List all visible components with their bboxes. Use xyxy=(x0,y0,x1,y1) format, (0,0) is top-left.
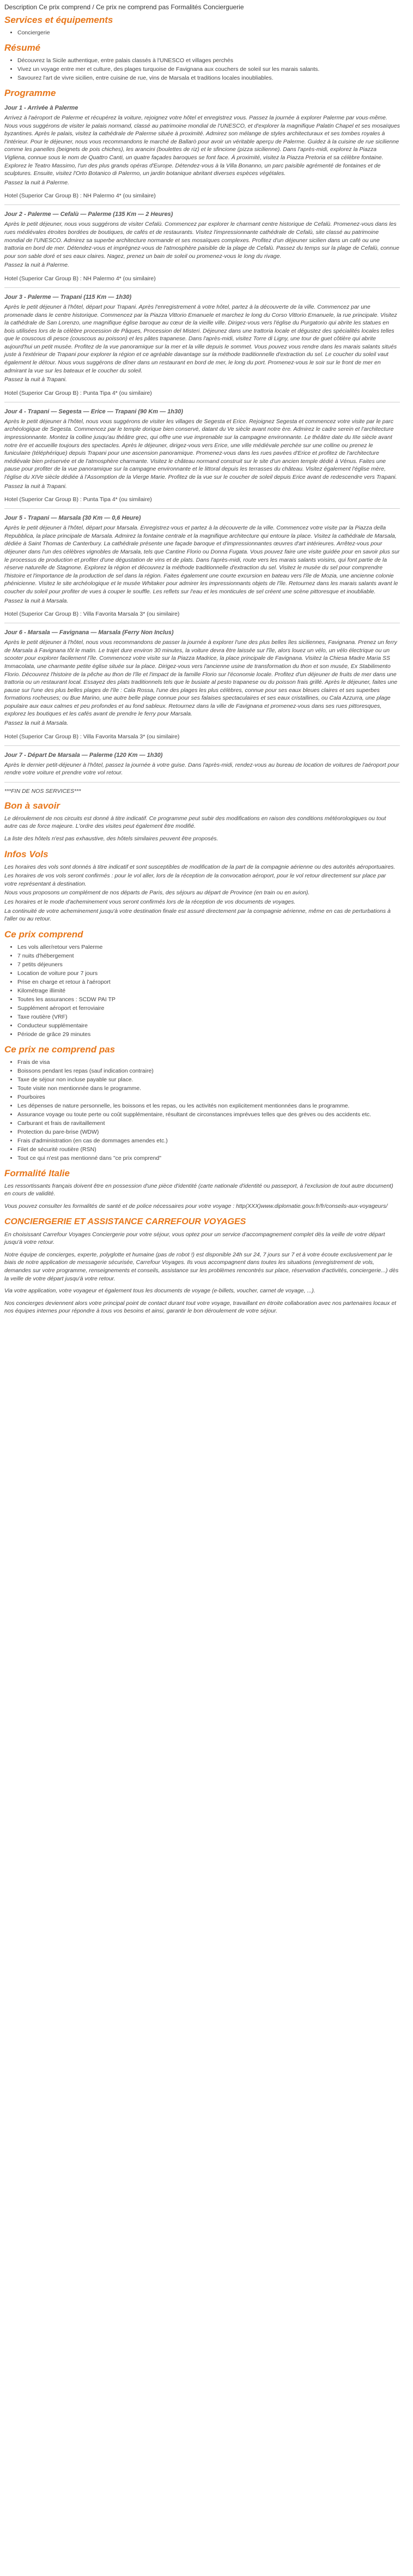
paragraph: Les horaires de vos vols seront confirmés : pour le vol aller, lors de la réception de la convocation aéroport, pour le vol retour directement sur place par votre représentant à destination. xyxy=(4,872,386,887)
list-item: • Période de grâce 29 minutes xyxy=(17,1031,400,1038)
day-text: Après le petit déjeuner à l'hôtel, nous vous recommandons de passer la journée à explorer l'une des plus belles îles siciliennes, Favignana. Prenez un ferry de Marsala à Favignana tôt le matin. Le trajet dure environ 30 minutes, la voiture devra être laissée sur l'île, alors louez un vélo, un vélo électrique ou un scooter pour explorer facilement l'île. Commencez votre visite sur la Piazza Madrice, la place principale de Favignana. Visitez la Chiesa Madre Maria SS Immacolata, une charmante petite église située sur la place. Dirigez-vous vers l'ancienne usine de transformation du thon et son musée, Ex Stabilimento Florio. Découvrez l'histoire de la pêche au thon de l'île et l'impact de la famille Florio sur l'économie locale. Profitez d'un déjeuner de fruits de mer dans une trattoria ou un restaurant local. Essayez des plats traditionnels tels que le busiate al pesto trapanese ou du poisson frais grillé. Après le déjeuner, faites une pause sur l'une des plus belles plages de l'île : Cala Rossa, l'une des plages les plus célèbres, connue pour ses eaux bleues claires et ses superbes formations rocheuses; ou Bue Marino, une autre belle plage connue pour ses falaises spectaculaires et ses eaux cristallines, ou Cala Azzurra, une plage populaire aux eaux calmes et peu profondes et au fond sableux. Retournez dans la ville de Favignana et promenez-vous dans ses rues pittoresques, explorez les boutiques et les cafés avant de prendre le ferry pour Marsala. xyxy=(4,639,398,718)
programme-title: Programme xyxy=(4,88,56,98)
day-title: Jour 7 - Départ De Marsala — Palerme (120 Km — 1h30) xyxy=(4,751,163,759)
divider xyxy=(4,287,400,288)
formalite-title: Formalité Italie xyxy=(4,1167,70,1178)
list-item: • Conciergerie xyxy=(17,29,400,37)
list-item: • 7 nuits d'hébergement xyxy=(17,952,400,960)
services-list xyxy=(4,29,400,37)
list-item: • Tout ce qui n'est pas mentionné dans "ce prix comprend" xyxy=(17,1154,400,1162)
infos-vols-title: Infos Vols xyxy=(4,848,48,859)
paragraph: Le déroulement de nos circuits est donné à titre indicatif. Ce programme peut subir des modifications en raison des conditions météorologiques ou tout autre cas de force majeure. L'ordre des visites peut également être modifié. xyxy=(4,815,386,830)
list-item: • Carburant et frais de ravitaillement xyxy=(17,1120,400,1127)
end-of-services: ***FIN DE NOS SERVICES*** xyxy=(4,787,81,795)
day-hotel: Hotel (Superior Car Group B) : NH Palermo 4* (ou similaire) xyxy=(4,192,156,200)
list-item: • Taxe routière (VRF) xyxy=(17,1013,400,1021)
paragraph: Notre équipe de concierges, experte, polyglotte et humaine (pas de robot !) est disponible 24h sur 24, 7 jours sur 7 et à votre écoute exclusivement par le biais de notre application de messagerie sécurisée, Carrefour Voyages. Ils vous accompagnent dans toutes les situations (enregistrement de vols, demandes sur votre programme, renseignements et conseils, assistance sur les problèmes rencontrés sur place, réservation d'activités, conciergerie...) dès la veille de votre départ jusqu'à votre retour. xyxy=(4,1251,399,1282)
list-item: • Frais de visa xyxy=(17,1058,400,1066)
list-item: • Vivez un voyage entre mer et culture, des plages turquoise de Favignana aux couchers de soleil sur les marais salants. xyxy=(17,65,400,73)
divider xyxy=(4,204,400,205)
day-hotel: Hotel (Superior Car Group B) : Punta Tipa 4* (ou similaire) xyxy=(4,389,152,396)
list-item: • Les dépenses de nature personnelle, les boissons et les repas, ou les activités non explicitement mentionnées dans le programme. xyxy=(17,1102,400,1110)
list-item: • Kilométrage illimité xyxy=(17,987,400,995)
list-item: • Toute visite non mentionnée dans le programme. xyxy=(17,1085,400,1092)
day-night: Passez la nuit à Palerme. xyxy=(4,262,70,269)
paragraph: Nos concierges deviennent alors votre principal point de contact durant tout votre voyage, travaillant en étroite collaboration avec nos partenaires locaux et nos équipes internes pour répondre à tous vos besoins et ainsi, garantir le bon déroulement de votre séjour. xyxy=(4,1299,397,1315)
divider xyxy=(4,782,400,783)
day-title: Jour 5 - Trapani — Marsala (30 Km — 0,6 Heure) xyxy=(4,515,141,522)
day-text: Après le petit déjeuner à l'hôtel, départ pour Marsala. Enregistrez-vous et partez à la découverte de la ville. Commencez votre visite par la Piazza della Repubblica, la place principale de Marsala. Admirez la fontaine centrale et la magnifique architecture qui entoure la place. Visitez la cathédrale de Marsala, dédiée à Saint Thomas de Canterbury. La cathédrale présente une façade baroque et d'impressionnantes œuvres d'art intérieures. Arrêtez-vous pour déjeuner dans l'un des célèbres vignobles de Marsala, tels que Cantine Florio ou Donna Fugata. Vous pouvez faire une visite guidée pour en savoir plus sur le processus de production et profiter d'une dégustation de vins et de plats. Dans l'après-midi, route vers les marais salants voisins, qui font partie de la réserve naturelle de Stagnone. Explorez la région et découvrez la méthode traditionnelle d'extraction du sel. Visitez le musée du sel pour comprendre l'histoire et l'importance de la production de sel dans la région. Faites également une courte excursion en bateau vers l'île de Mozia, une ancienne colonie phénicienne. Visitez le site archéologique et le musée Whitaker pour admirer les impressionnants objets de l'île. Retournez dans les marais salants avant le coucher du soleil pour profiter de vues à couper le souffle. Les reflets sur l'eau et les monticules de sel créent une scène pittoresque et inoubliable. xyxy=(4,525,400,595)
paragraph: La liste des hôtels n'est pas exhaustive, des hôtels similaires peuvent être proposés. xyxy=(4,835,218,842)
paragraph: Nous vous proposons un complément de nos départs de Paris, des séjours au départ de Province (en train ou en avion). xyxy=(4,889,310,896)
day-hotel: Hotel (Superior Car Group B) : Villa Favorita Marsala 3* (ou similaire) xyxy=(4,733,180,740)
prix-comprend-list xyxy=(4,943,400,1038)
tab-description-line: Description Ce prix comprend / Ce prix ne comprend pas Formalités Concierguerie xyxy=(4,3,244,11)
paragraph: Les ressortissants français doivent être en possession d'une pièce d'identité (carte nationale d'identité ou passeport, à l'exclusion de tout autre document) en cours de validité. xyxy=(4,1182,393,1197)
paragraph: Les horaires et le mode d'acheminement vous seront confirmés lors de la réception de vos documents de voyages. xyxy=(4,899,296,905)
list-item: • Assurance voyage ou toute perte ou coût supplémentaire, résultant de circonstances imprévues telles que des grèves ou des accidents etc. xyxy=(17,1111,400,1118)
conciergerie-title: CONCIERGERIE ET ASSISTANCE CARREFOUR VOYAGES xyxy=(4,1217,246,1226)
list-item: • Taxe de séjour non incluse payable sur place. xyxy=(17,1076,400,1084)
list-item: • Supplément aéroport et ferroviaire xyxy=(17,1004,400,1012)
list-item: • Prise en charge et retour à l'aéroport xyxy=(17,978,400,986)
day-text: Après le petit déjeuner à l'hôtel, départ pour Trapani. Après l'enregistrement à votre hôtel, partez à la découverte de la ville. Commencez par une promenade dans le centre historique. Commencez par la Piazza Vittorio Emanuele et marchez le long du Corso Vittorio Emanuele, la rue principale. Visitez la cathédrale de San Lorenzo, une magnifique église baroque au cœur de la vieille ville. Dirigez-vous vers l'église du Purgatorio qui abrite les statues en bois utilisées lors de la célèbre procession de Pâques, Procession del Misteri. Déjeunez dans une trattoria locale et dégustez des spécialités locales telles que le couscous di pesce (couscous au poisson) et les pâtes trapanese. Dans l'après-midi, visitez Torre di Ligny, une tour de guet côtière qui abrite aujourd'hui un petit musée. Profitez de la vue panoramique sur la mer et la ville depuis le sommet. Vous pouvez vous rendre dans les marais salants situés juste à l'extérieur de Trapani pour explorer la région et ce agréable davantage sur la méthode traditionnelle d'extraction du sel. Le coucher du soleil vaut également le détour. Nous vous suggérons de dîner dans un restaurant en bord de mer, le long du port. Promenez-vous le soir sur le front de mer en admirant la vue sur les bateaux et le coucher du soleil. xyxy=(4,303,397,374)
day-title: Jour 4 - Trapani — Segesta — Erice — Trapani (90 Km — 1h30) xyxy=(4,408,183,415)
prix-comprend-title: Ce prix comprend xyxy=(4,929,83,940)
resume-title: Résumé xyxy=(4,43,41,53)
day-night: Passez la nuit à Marsala. xyxy=(4,597,69,604)
paragraph: Les horaires des vols sont donnés à titre indicatif et sont susceptibles de modification de la part de la compagnie aérienne ou des autorités aéroportuaires. xyxy=(4,863,396,870)
day-hotel: Hotel (Superior Car Group B) : NH Palermo 4* (ou similaire) xyxy=(4,275,156,282)
divider xyxy=(4,745,400,746)
list-item: • Location de voiture pour 7 jours xyxy=(17,970,400,977)
prix-ne-comprend-list xyxy=(4,1058,400,1162)
day-night: Passez la nuit à Trapani. xyxy=(4,483,67,490)
list-item: • 7 petits déjeuners xyxy=(17,961,400,968)
paragraph: La continuité de votre acheminement jusqu'à votre destination finale est assuré directement par la compagnie aérienne, même en cas de perturbations à l'aller ou au retour. xyxy=(4,907,391,923)
bon-savoir-title: Bon à savoir xyxy=(4,800,60,811)
list-item: • Conducteur supplémentaire xyxy=(17,1022,400,1030)
day-night: Passez la nuit à Marsala. xyxy=(4,720,69,727)
day-title: Jour 6 - Marsala — Favignana — Marsala (Ferry Non Inclus) xyxy=(4,629,174,636)
paragraph: Via votre application, votre voyageur et également tous les documents de voyage (e-billets, voucher, carnet de voyage, ...). xyxy=(4,1287,315,1295)
list-item: • Filet de sécurité routière (RSN) xyxy=(17,1146,400,1153)
day-title: Jour 2 - Palerme — Cefalù — Palerme (135 Km — 2 Heures) xyxy=(4,211,173,218)
day-title: Jour 1 - Arrivée à Palerme xyxy=(4,105,78,111)
day-title: Jour 3 - Palerme — Trapani (115 Km — 1h30) xyxy=(4,293,132,300)
resume-list xyxy=(4,57,400,82)
services-title: Services et équipements xyxy=(4,15,113,25)
day-night: Passez la nuit à Trapani. xyxy=(4,376,67,383)
day-hotel: Hotel (Superior Car Group B) : Punta Tipa 4* (ou similaire) xyxy=(4,496,152,503)
list-item: • Les vols aller/retour vers Palerme xyxy=(17,943,400,951)
list-item: • Boissons pendant les repas (sauf indication contraire) xyxy=(17,1067,400,1075)
day-text: Arrivez à l'aéroport de Palerme et récupérez la voiture, rejoignez votre hôtel et enregistrez vous. Passez la journée à explorer Palerme par vous-même. Nous vous suggérons de visiter le palais normand, classé au patrimoine mondial de l'UNESCO, et d'explorer la magnifique Palatin Chapel et ses mosaïques byzantines. Après le palais, visitez la cathédrale de Palerme située à proximité. Admirez son mélange de styles architecturaux et ses tombes royales à l'intérieur. Pour le déjeuner, nous vous recommandons le marché de Ballarò pour avoir un véritable aperçu de Palerme. Guidez à la cuisine de rue sicilienne comme les panelles (beignets de pois chiches), les arancini (boulettes de riz) et le sfincione (pizza sicilienne). Dans l'après-midi, explorez la Piazza Vigliena, connue sous le nom de Quattro Canti, un quatre façades baroques se font face. À proximité, visitez la Piazza Pretoria et sa célèbre fontaine. Explorez le Teatro Massimo, l'un des plus grands opéras d'Europe. Détendez-vous à la Villa Bonanno, un parc paisible agrémenté de fontaines et de sculptures. Ensuite, visitez l'Orto Botanico di Palermo, un jardin botanique abritant diverses espèces végétales. xyxy=(4,115,400,177)
list-item: • Pourboires xyxy=(17,1093,400,1101)
day-text: Après le petit déjeuner, nous vous suggérons de visiter Cefalù. Commencez par explorer le charmant centre historique de Cefalù. Promenez-vous dans les rues médiévales étroites bordées de boutiques, de cafés et de restaurants. Visitez l'impressionnante cathédrale de Cefalù, site classé au patrimoine mondial de l'UNESCO. Admirez sa superbe architecture normande et ses mosaïques complexes. Profitez d'un déjeuner sicilien dans un café ou une trattoria en bord de mer. Détendez-vous et imprégnez-vous de l'atmosphère paisible de la plage de Cefalù. Passez du temps sur la plage de Cefalù, connue pour son sable doré et ses eaux claires. Nagez, prenez un bain de soleil ou promenez-vous le long du rivage. xyxy=(4,221,399,260)
day-text: Après le petit déjeuner à l'hôtel, nous vous suggérons de visiter les villages de Segesta et Erice. Rejoignez Segesta et commencez votre visite par le parc archéologique de Segesta. Commencez par le temple dorique bien conservé, datant du Ve siècle avant notre ère. Admirez le cadre serein et l'architecture impressionnante. Montez la colline jusqu'au théâtre grec, qui offre une vue imprenable sur la campagne environnante. Le théâtre date du IIIe siècle avant notre ère et accueille toujours des spectacles. Après le déjeuner, dirigez-vous vers Erice, une ville médiévale perchée sur une colline ou prenez le funiculaire (téléphérique) depuis Trapani pour une ascension panoramique. Promenez-vous dans les rues pavées d'Erice et profitez de l'architecture médiévale bien préservée et de l'atmosphère charmante. Visitez le château normand construit sur le site d'un ancien temple dédié à Vénus. Faites une pause pour profiter de la vue panoramique sur la campagne environnante et le littoral depuis les terrasses du château. Visitez également l'église mère, l'église du XIVe siècle dédiée à l'Assomption de la Vierge Marie. Profitez de la vue sur le coucher de soleil depuis Erice avant de redescendre vers Trapani. xyxy=(4,418,397,480)
formalite-link[interactable]: Vous pouvez consulter les formalités de santé et de police nécessaires pour votre voyage : http(XXX)www.diplomatie.gouv.fr/fr/conseils-aux-voyageurs/ xyxy=(4,1202,388,1209)
paragraph: En choisissant Carrefour Voyages Conciergerie pour votre séjour, vous optez pour un service d'accompagnement complet dès la veille de votre départ jusqu'à votre retour. xyxy=(4,1231,385,1246)
day-text: Après le dernier petit-déjeuner à l'hôtel, passez la journée à votre guise. Dans l'après-midi, rendez-vous au bureau de location de voitures de l'aéroport pour rendre votre voiture et prendre votre vol retour. xyxy=(4,761,399,777)
list-item: • Découvrez la Sicile authentique, entre palais classés à l'UNESCO et villages perchés xyxy=(17,57,400,64)
list-item: • Savourez l'art de vivre sicilien, entre cuisine de rue, vins de Marsala et traditions locales inoubliables. xyxy=(17,74,400,82)
day-night: Passez la nuit à Palerme. xyxy=(4,179,70,186)
day-hotel: Hotel (Superior Car Group B) : Villa Favorita Marsala 3* (ou similaire) xyxy=(4,611,180,618)
list-item: • Frais d'administration (en cas de dommages amendes etc.) xyxy=(17,1137,400,1145)
list-item: • Protection du pare-brise (WDW) xyxy=(17,1128,400,1136)
divider xyxy=(4,508,400,509)
list-item: • Toutes les assurances : SCDW PAI TP xyxy=(17,996,400,1003)
prix-ne-comprend-title: Ce prix ne comprend pas xyxy=(4,1044,116,1055)
